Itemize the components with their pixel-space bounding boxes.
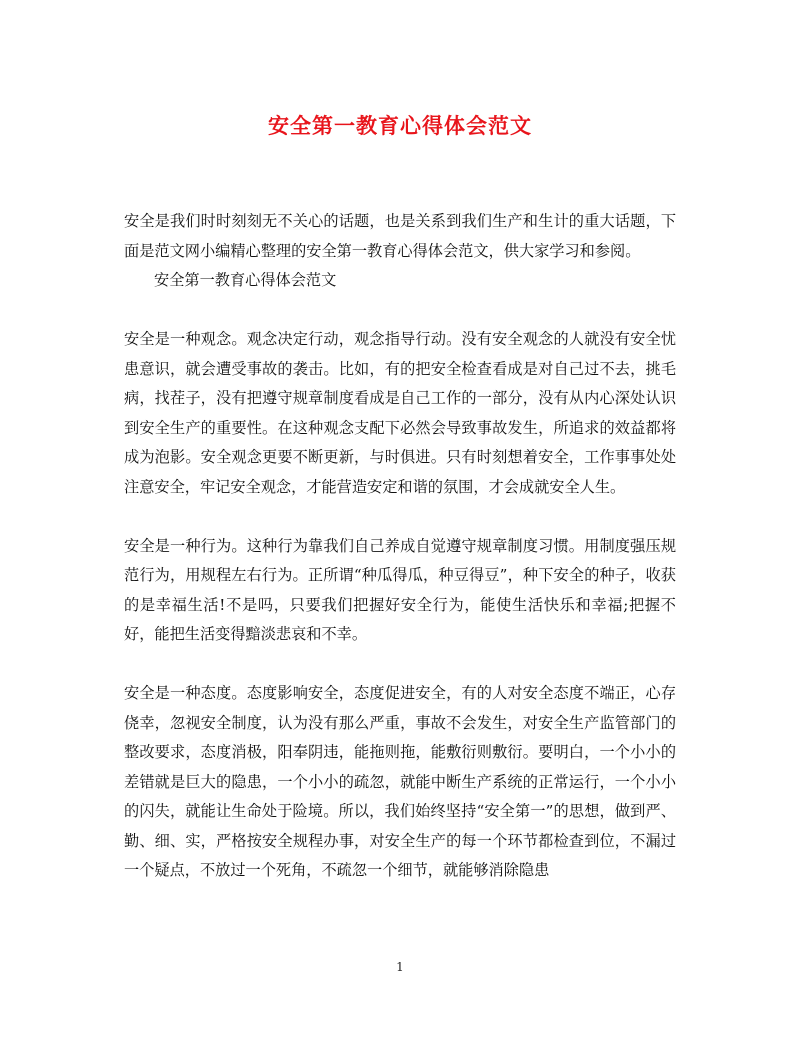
document-body: [124, 207, 676, 886]
page-number: 1: [396, 960, 404, 974]
document-title: 安全第一教育心得体会范文: [268, 113, 532, 138]
body-paragraph-1: 安全是一种观念。观念决定行动，观念指导行动。没有安全观念的人就没有安全忧患意识，就会遭受事故的袭击。比如，有的把安全检查看成是对自己过不去，挑毛病，找茬子，没有把遵守规章制度看成是自己工作的一部分，没有从内心深处认识到安全生产的重要性。在这种观念支配下必然会导致事故发生，所追求的效益都将成为泡影。安全观念更要不断更新，与时俱进。只有时刻想着安全，工作事事处处注意安全，牢记安全观念，才能营造安定和谐的氛围，才会成就安全人生。: [124, 330, 676, 496]
intro-paragraph: 安全是我们时时刻刻无不关心的话题，也是关系到我们生产和生计的重大话题，下面是范文网小编精心整理的安全第一教育心得体会范文，供大家学习和参阅。: [124, 212, 676, 260]
subtitle-line: 安全第一教育心得体会范文: [154, 271, 337, 289]
body-paragraph-3: 安全是一种态度。态度影响安全，态度促进安全，有的人对安全态度不端正，心存侥幸，忽视安全制度，认为没有那么严重，事故不会发生，对安全生产监管部门的整改要求，态度消极，阳奉阴违，能拖则拖，能敷衍则敷衍。要明白，一个小小的差错就是巨大的隐患，一个小小的疏忽，就能中断生产系统的正常运行，一个小小的闪失，就能让生命处于险境。所以，我们始终坚持“安全第一”的思想，做到严、勤、细、实，严格按安全规程办事，对安全生产的每一个环节都检查到位，不漏过一个疑点，不放过一个死角，不疏忽一个细节，就能够消除隐患: [124, 684, 676, 879]
body-paragraph-2: 安全是一种行为。这种行为靠我们自己养成自觉遵守规章制度习惯。用制度强压规范行为，用规程左右行为。正所谓“种瓜得瓜，种豆得豆”，种下安全的种子，收获的是幸福生活!不是吗，只要我们把握好安全行为，能使生活快乐和幸福;把握不好，能把生活变得黯淡悲哀和不幸。: [124, 536, 676, 643]
